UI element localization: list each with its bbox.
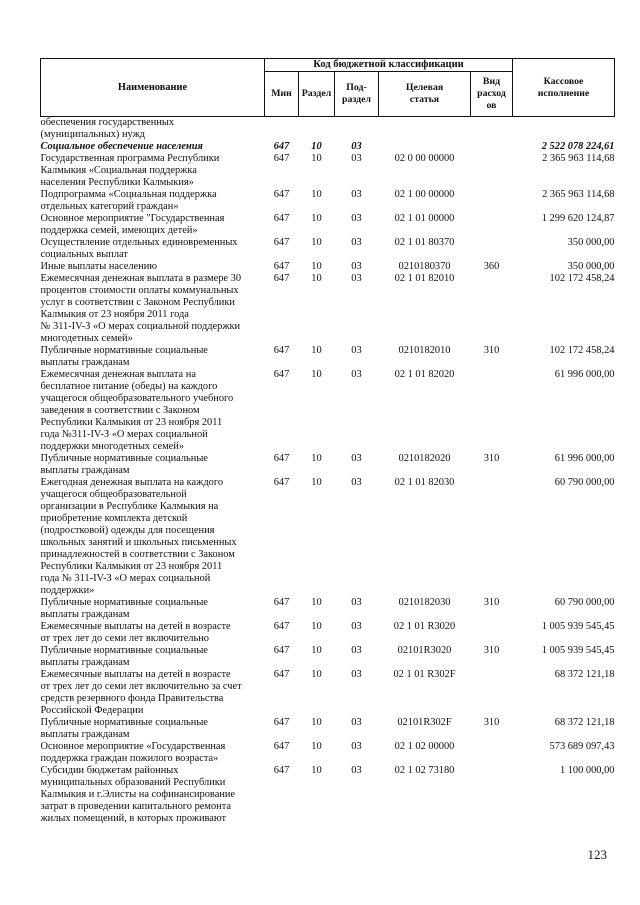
row-celevaya-statya: 0210182030 bbox=[398, 597, 451, 608]
row-min bbox=[265, 117, 299, 142]
row-podrazdel: 03 bbox=[351, 261, 362, 272]
header-podrazdel: Под- раздел bbox=[335, 72, 379, 117]
row-celevaya-statya: 02 1 01 R302F bbox=[393, 669, 456, 680]
row-vid-rashodov bbox=[471, 213, 513, 237]
row-name: Публичные нормативные социальные выплаты гражданам bbox=[40, 453, 208, 476]
row-name: Публичные нормативные социальные выплаты гражданам bbox=[40, 345, 208, 368]
row-razdel: 10 bbox=[311, 261, 322, 272]
row-celevaya-statya: 0210182010 bbox=[398, 345, 451, 356]
row-name: Ежегодная денежная выплата на каждого учащегося общеобразовательной организации в Республике Калмыкия на приобретение комплекта детской (подростковой) одежды для посещения школьных занятий и школьных письменных принадлежностей в соответствии с Законом Республики Калмыкия от 23 ноября 2011 года № 311-IV-З «О мерах социальной поддержки» bbox=[40, 477, 237, 596]
row-min: 647 bbox=[273, 261, 290, 272]
row-podrazdel: 03 bbox=[351, 345, 362, 356]
row-vid-rashodov bbox=[471, 741, 513, 765]
row-name: Ежемесячные выплаты на детей в возрасте от трех лет до семи лет включительно bbox=[40, 621, 231, 644]
table-row bbox=[41, 345, 615, 369]
row-vid-rashodov: 310 bbox=[483, 645, 500, 656]
row-razdel: 10 bbox=[311, 477, 322, 488]
row-razdel: 10 bbox=[311, 645, 322, 656]
row-amount: 68 372 121,18 bbox=[554, 669, 615, 680]
row-celevaya-statya: 02 0 00 00000 bbox=[394, 153, 455, 164]
row-vid-rashodov: 310 bbox=[483, 345, 500, 356]
header-cash-execution: Кассовое исполнение bbox=[513, 59, 615, 117]
table-row bbox=[41, 369, 615, 453]
row-amount: 2 365 963 114,68 bbox=[542, 153, 615, 164]
row-min: 647 bbox=[273, 189, 290, 200]
row-vid-rashodov bbox=[471, 669, 513, 717]
row-vid-rashodov bbox=[471, 765, 513, 825]
row-razdel: 10 bbox=[311, 189, 322, 200]
row-amount: 1 005 939 545,45 bbox=[541, 645, 615, 656]
row-min: 647 bbox=[273, 345, 290, 356]
row-podrazdel: 03 bbox=[351, 717, 362, 728]
row-celevaya-statya: 02 1 01 R3020 bbox=[393, 621, 456, 632]
row-name: Ежемесячные выплаты на детей в возрасте от трех лет до семи лет включительно за счет средств резервного фонда Правительства Российской Федерации bbox=[40, 669, 242, 716]
row-vid-rashodov bbox=[471, 369, 513, 453]
row-vid-rashodov bbox=[471, 153, 513, 189]
row-razdel: 10 bbox=[311, 369, 322, 380]
row-min: 647 bbox=[273, 669, 290, 680]
row-amount: 68 372 121,18 bbox=[554, 717, 615, 728]
row-name: Публичные нормативные социальные выплаты гражданам bbox=[40, 597, 208, 620]
header-min: Мин bbox=[265, 72, 299, 117]
row-name: Социальное обеспечение населения bbox=[40, 141, 203, 152]
row-celevaya-statya: 02 1 01 00000 bbox=[394, 213, 455, 224]
row-name: Ежемесячная денежная выплата на бесплатное питание (обеды) на каждого учащегося общеобразовательного учебного заведения в соответствии с Законом Республики Калмыкия от 23 ноября 2011 года №311-IV-З «О мерах социальной поддержки многодетных семей» bbox=[40, 369, 234, 452]
row-vid-rashodov bbox=[471, 117, 513, 142]
table-row bbox=[41, 477, 615, 597]
row-amount: 1 100 000,00 bbox=[559, 765, 615, 776]
row-min: 647 bbox=[273, 237, 290, 248]
row-razdel: 10 bbox=[311, 669, 322, 680]
row-amount: 61 996 000,00 bbox=[554, 369, 615, 380]
row-amount: 2 522 078 224,61 bbox=[541, 141, 615, 152]
row-celevaya-statya: 02 1 02 73180 bbox=[394, 765, 455, 776]
row-razdel bbox=[299, 117, 335, 142]
header-celevaya-statya: Целевая статья bbox=[379, 72, 471, 117]
row-name: Осуществление отдельных единовременных социальных выплат bbox=[40, 237, 238, 260]
row-amount: 350 000,00 bbox=[567, 261, 615, 272]
table-row bbox=[41, 189, 615, 213]
table-row bbox=[41, 261, 615, 273]
row-podrazdel: 03 bbox=[351, 765, 362, 776]
row-razdel: 10 bbox=[311, 141, 322, 152]
budget-table bbox=[40, 58, 615, 825]
table-row bbox=[41, 213, 615, 237]
row-razdel: 10 bbox=[311, 453, 322, 464]
row-celevaya-statya: 02 1 01 80370 bbox=[394, 237, 455, 248]
table-header bbox=[41, 59, 615, 117]
table-row bbox=[41, 117, 615, 142]
row-min: 647 bbox=[273, 273, 290, 284]
row-vid-rashodov: 360 bbox=[483, 261, 500, 272]
row-razdel: 10 bbox=[311, 741, 322, 752]
row-name: Субсидии бюджетам районных муниципальных образований Республики Калмыкия и г.Элисты на софинансирование затрат в проведении капитального ремонта жилых помещений, в которых проживают bbox=[40, 765, 236, 824]
table-row bbox=[41, 765, 615, 825]
row-podrazdel: 03 bbox=[351, 669, 362, 680]
table-row bbox=[41, 153, 615, 189]
row-vid-rashodov bbox=[471, 189, 513, 213]
row-podrazdel: 03 bbox=[351, 189, 362, 200]
row-razdel: 10 bbox=[311, 345, 322, 356]
row-celevaya-statya bbox=[379, 117, 471, 142]
row-amount: 350 000,00 bbox=[567, 237, 615, 248]
row-celevaya-statya: 02 1 01 82030 bbox=[394, 477, 455, 488]
row-vid-rashodov: 310 bbox=[483, 717, 500, 728]
table-row bbox=[41, 597, 615, 621]
row-celevaya-statya: 0210182020 bbox=[398, 453, 451, 464]
row-min: 647 bbox=[273, 369, 290, 380]
table-row bbox=[41, 453, 615, 477]
row-min: 647 bbox=[273, 213, 290, 224]
row-amount: 2 365 963 114,68 bbox=[542, 189, 615, 200]
row-razdel: 10 bbox=[311, 597, 322, 608]
row-amount: 1 299 620 124,87 bbox=[541, 213, 615, 224]
row-vid-rashodov bbox=[471, 273, 513, 345]
row-podrazdel: 03 bbox=[351, 237, 362, 248]
row-min: 647 bbox=[273, 153, 290, 164]
table-row bbox=[41, 717, 615, 741]
row-name: Основное мероприятие "Государственная поддержка семей, имеющих детей» bbox=[40, 213, 225, 236]
row-razdel: 10 bbox=[311, 717, 322, 728]
row-name: Основное мероприятие «Государственная поддержка граждан пожилого возраста» bbox=[40, 741, 226, 764]
table-row bbox=[41, 741, 615, 765]
table-body bbox=[41, 117, 615, 826]
row-podrazdel: 03 bbox=[351, 273, 362, 284]
row-min: 647 bbox=[273, 741, 290, 752]
row-celevaya-statya: 0210180370 bbox=[398, 261, 451, 272]
table-row bbox=[41, 645, 615, 669]
header-name: Наименование bbox=[41, 59, 265, 117]
row-podrazdel: 03 bbox=[351, 141, 362, 152]
row-min: 647 bbox=[273, 621, 290, 632]
row-celevaya-statya: 02 1 00 00000 bbox=[394, 189, 455, 200]
row-vid-rashodov: 310 bbox=[483, 453, 500, 464]
row-min: 647 bbox=[273, 141, 290, 152]
row-celevaya-statya: 02 1 02 00000 bbox=[394, 741, 455, 752]
row-celevaya-statya: 02101R3020 bbox=[397, 645, 452, 656]
table-row bbox=[41, 141, 615, 153]
row-name: Подпрограмма «Социальная поддержка отдельных категорий граждан» bbox=[40, 189, 217, 212]
row-podrazdel: 03 bbox=[351, 153, 362, 164]
row-name: обеспечения государственных (муниципальных) нужд bbox=[40, 117, 175, 140]
row-podrazdel: 03 bbox=[351, 213, 362, 224]
row-razdel: 10 bbox=[311, 765, 322, 776]
row-amount: 1 005 939 545,45 bbox=[541, 621, 615, 632]
row-amount bbox=[513, 117, 615, 142]
row-vid-rashodov bbox=[471, 237, 513, 261]
table-row bbox=[41, 621, 615, 645]
row-name: Публичные нормативные социальные выплаты гражданам bbox=[40, 717, 208, 740]
row-amount: 573 689 097,43 bbox=[549, 741, 615, 752]
row-min: 647 bbox=[273, 477, 290, 488]
row-min: 647 bbox=[273, 765, 290, 776]
row-celevaya-statya: 02101R302F bbox=[397, 717, 452, 728]
header-classification-group: Код бюджетной классификации bbox=[265, 59, 513, 72]
page-number: 123 bbox=[587, 847, 607, 862]
table-row bbox=[41, 237, 615, 261]
row-name: Иные выплаты населению bbox=[40, 261, 158, 272]
row-razdel: 10 bbox=[311, 153, 322, 164]
row-vid-rashodov: 310 bbox=[483, 597, 500, 608]
header-vid-rashodov: Вид расход ов bbox=[471, 72, 513, 117]
row-name: Государственная программа Республики Калмыкия «Социальная поддержка населения Республики Калмыкия» bbox=[40, 153, 220, 188]
row-amount: 60 790 000,00 bbox=[554, 477, 615, 488]
row-razdel: 10 bbox=[311, 273, 322, 284]
table-row bbox=[41, 273, 615, 345]
row-celevaya-statya: 02 1 01 82010 bbox=[394, 273, 455, 284]
row-razdel: 10 bbox=[311, 621, 322, 632]
row-min: 647 bbox=[273, 645, 290, 656]
row-podrazdel: 03 bbox=[351, 741, 362, 752]
table-row bbox=[41, 669, 615, 717]
row-name: Публичные нормативные социальные выплаты гражданам bbox=[40, 645, 208, 668]
row-podrazdel: 03 bbox=[351, 477, 362, 488]
row-podrazdel: 03 bbox=[351, 369, 362, 380]
row-vid-rashodov bbox=[471, 477, 513, 597]
row-amount: 60 790 000,00 bbox=[554, 597, 615, 608]
row-razdel: 10 bbox=[311, 237, 322, 248]
row-celevaya-statya: 02 1 01 82020 bbox=[394, 369, 455, 380]
row-min: 647 bbox=[273, 717, 290, 728]
row-podrazdel: 03 bbox=[351, 597, 362, 608]
row-razdel: 10 bbox=[311, 213, 322, 224]
row-vid-rashodov bbox=[471, 621, 513, 645]
row-podrazdel bbox=[335, 117, 379, 142]
row-name: Ежемесячная денежная выплата в размере 30 процентов стоимости оплаты коммунальных услуг в соответствии с Законом Республики Калмыкия от 23 ноября 2011 года № 311-IV-З «О мерах социальной поддержки многодетных семей» bbox=[40, 273, 242, 344]
row-min: 647 bbox=[273, 453, 290, 464]
row-vid-rashodov bbox=[471, 141, 513, 153]
row-min: 647 bbox=[273, 597, 290, 608]
row-amount: 102 172 458,24 bbox=[549, 273, 615, 284]
header-razdel: Раздел bbox=[299, 72, 335, 117]
row-podrazdel: 03 bbox=[351, 621, 362, 632]
row-amount: 102 172 458,24 bbox=[549, 345, 615, 356]
row-amount: 61 996 000,00 bbox=[554, 453, 615, 464]
row-celevaya-statya bbox=[379, 141, 471, 153]
row-podrazdel: 03 bbox=[351, 645, 362, 656]
row-podrazdel: 03 bbox=[351, 453, 362, 464]
